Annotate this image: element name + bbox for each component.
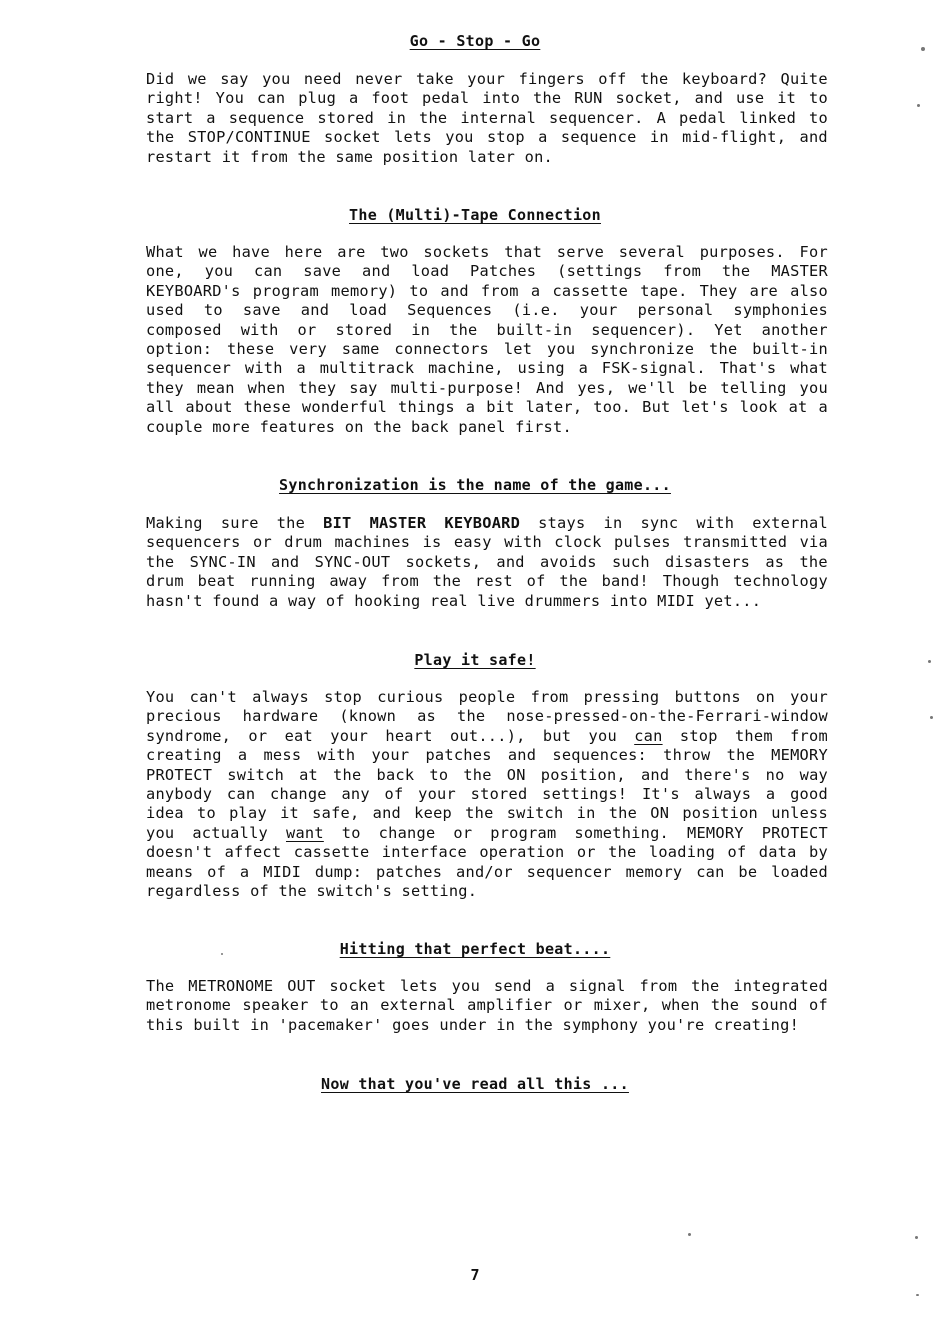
scan-speck <box>930 716 933 719</box>
paragraph-line: start a sequence stored in the internal sequencer. A pedal linked to <box>146 108 828 127</box>
paragraph-line: sequencer with a multitrack machine, using a FSK-signal. That's what <box>146 359 828 378</box>
heading-now-that-youve-read: Now that you've read all this ... <box>321 1075 629 1093</box>
paragraph-line: creating a mess with your patches and sequences: throw the MEMORY <box>146 746 828 765</box>
paragraph-line: the STOP/CONTINUE socket lets you stop a sequence in mid-flight, and <box>146 128 828 147</box>
paragraph-line: one, you can save and load Patches (settings from the MASTER <box>146 262 828 281</box>
scan-speck <box>916 1294 919 1296</box>
scan-speck <box>928 660 931 663</box>
heading-play-it-safe: Play it safe! <box>414 651 536 669</box>
page-number: 7 <box>470 1266 480 1284</box>
paragraph-line: composed with or stored in the built-in sequencer). Yet another <box>146 320 828 339</box>
paragraph-line: sequencers or drum machines is easy with clock pulses transmitted via <box>146 533 828 552</box>
paragraph-line: you actually want to change or program something. MEMORY PROTECT <box>146 823 828 842</box>
paragraph-metronome-out <box>146 977 828 1035</box>
scan-speck <box>917 104 920 107</box>
scan-speck <box>688 1233 691 1236</box>
paragraph-line: metronome speaker to an external amplifier or mixer, when the sound of <box>146 996 828 1015</box>
paragraph-line: KEYBOARD's program memory) to and from a cassette tape. They are also <box>146 281 828 300</box>
paragraph-line: PROTECT switch at the back to the ON position, and there's no way <box>146 765 828 784</box>
scan-speck <box>221 953 223 955</box>
paragraph-tape-sockets <box>146 243 828 437</box>
paragraph-line: this built in 'pacemaker' goes under in the symphony you're creating! <box>146 1015 800 1034</box>
paragraph-line: syndrome, or eat your heart out...), but you can stop them from <box>146 726 828 745</box>
scan-speck <box>921 47 925 51</box>
paragraph-line: doesn't affect cassette interface operation or the loading of data by <box>146 843 828 862</box>
paragraph-line: drum beat running away from the rest of the band! Though technology <box>146 572 828 591</box>
paragraph-line: regardless of the switch's setting. <box>146 881 478 900</box>
paragraph-line: You can't always stop curious people from pressing buttons on your <box>146 688 828 706</box>
heading-multi-tape-connection: The (Multi)-Tape Connection <box>349 206 601 224</box>
paragraph-line: the SYNC-IN and SYNC-OUT sockets, and avoids such disasters as the <box>146 552 828 571</box>
paragraph-line: hasn't found a way of hooking real live drummers into MIDI yet... <box>146 591 762 610</box>
paragraph-foot-pedal <box>146 70 828 167</box>
paragraph-line: means of a MIDI dump: patches and/or sequencer memory can be loaded <box>146 862 828 881</box>
paragraph-line: precious hardware (known as the nose-pressed-on-the-Ferrari-window <box>146 707 828 726</box>
paragraph-line: couple more features on the back panel first. <box>146 417 572 436</box>
paragraph-line: idea to play it safe, and keep the switch in the ON position unless <box>146 804 828 823</box>
paragraph-line: they mean when they say multi-purpose! And yes, we'll be telling you <box>146 378 828 397</box>
paragraph-line: anybody can change any of your stored settings! It's always a good <box>146 784 828 803</box>
scan-speck <box>915 1236 918 1239</box>
paragraph-line: What we have here are two sockets that serve several purposes. For <box>146 243 828 261</box>
paragraph-memory-protect <box>146 688 828 901</box>
paragraph-line: option: these very same connectors let you synchronize the built-in <box>146 339 828 358</box>
heading-go-stop-go: Go - Stop - Go <box>409 32 541 50</box>
paragraph-line: restart it from the same position later on. <box>146 147 553 166</box>
paragraph-line: all about these wonderful things a bit later, too. But let's look at a <box>146 398 828 417</box>
paragraph-line: used to save and load Sequences (i.e. your personal symphonies <box>146 301 828 320</box>
heading-synchronization: Synchronization is the name of the game... <box>279 476 671 494</box>
paragraph-line: right! You can plug a foot pedal into the RUN socket, and use it to <box>146 89 828 108</box>
paragraph-sync-sockets <box>146 514 828 611</box>
paragraph-line: The METRONOME OUT socket lets you send a signal from the integrated <box>146 977 828 995</box>
paragraph-line: Did we say you need never take your fingers off the keyboard? Quite <box>146 70 828 88</box>
paragraph-line: Making sure the BIT MASTER KEYBOARD stays in sync with external <box>146 514 828 532</box>
heading-perfect-beat: Hitting that perfect beat.... <box>339 940 611 958</box>
